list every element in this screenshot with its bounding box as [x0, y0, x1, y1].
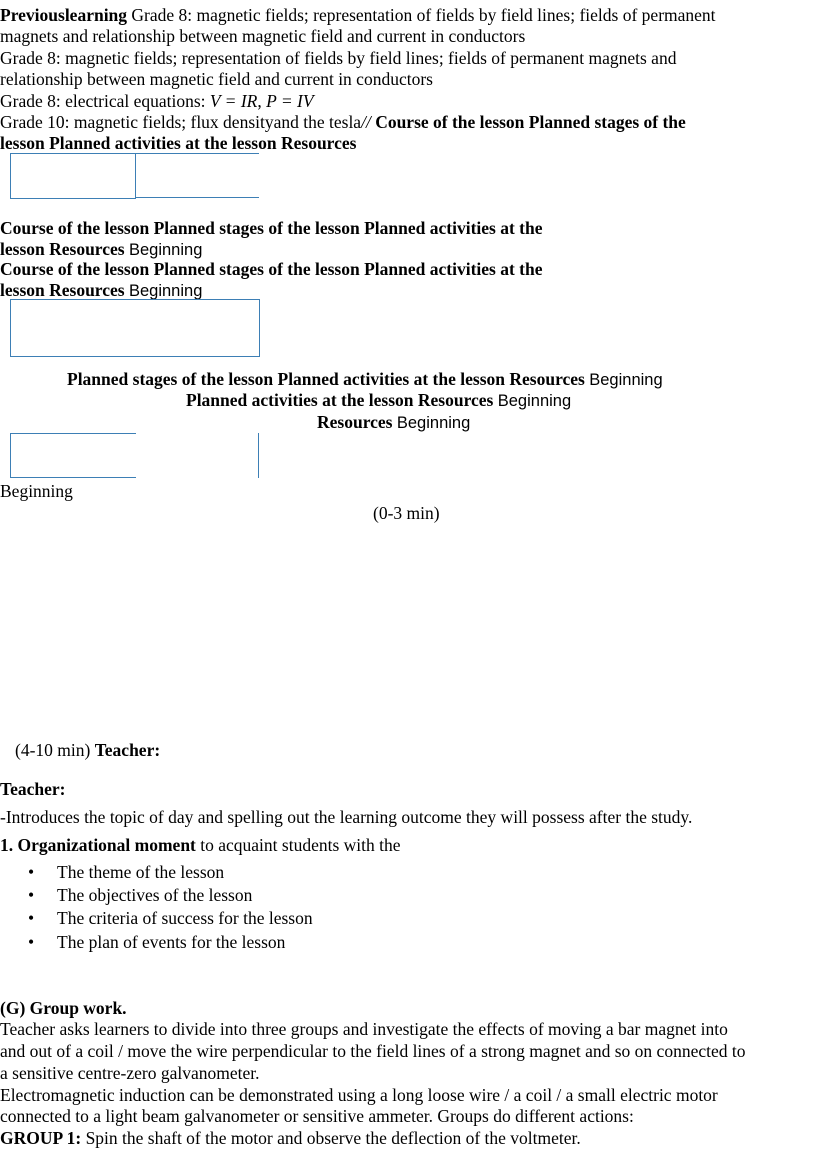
grade10-line [0, 112, 686, 135]
beginning-label: Beginning [128, 241, 203, 259]
teacher-intro: -Introduces the topic of day and spelling out the learning outcome they will possess after the study. [0, 807, 693, 827]
list-item: The theme of the lesson [57, 862, 225, 882]
grade8-line-1: Grade 8: magnetic fields; representation of fields by field lines; fields of permanent magnets and [0, 48, 677, 68]
planned-stages: Planned stages of the lesson [153, 218, 360, 238]
planned-activities: Planned activities at the lesson [277, 369, 505, 389]
group-1-text: Spin the shaft of the motor and observe the deflection of the voltmeter. [81, 1128, 581, 1148]
group-work-heading: (G) Group work. [0, 998, 127, 1018]
planned-stages: Planned stages of the lesson [67, 369, 274, 389]
resources-label: Resources [317, 412, 393, 432]
table-right-border [258, 433, 259, 478]
teacher-label: Teacher: [94, 740, 161, 760]
time-4-10: (4-10 min) [15, 740, 91, 760]
group-1-line [0, 1128, 581, 1150]
header-row-6 [317, 412, 470, 435]
bullet-icon: • [28, 862, 35, 882]
course-of-lesson: Course of the lesson [0, 259, 150, 279]
table-left-border [10, 433, 11, 478]
grade8-equations [0, 91, 314, 113]
grade8-line-2: relationship between magnetic field and current in conductors [0, 69, 433, 89]
org-moment-label: 1. Organizational moment [0, 835, 196, 855]
table-top-border [10, 433, 136, 434]
slash-marks: // [361, 112, 376, 132]
resources-label: Resources [417, 390, 494, 410]
table-top-border [135, 153, 259, 154]
group-1-label: GROUP 1: [0, 1128, 82, 1148]
equation-separator: , [257, 91, 267, 111]
header-row-2-line-1 [0, 218, 543, 241]
grade10-text: Grade 10: magnetic fields; flux densityand the tesla [0, 112, 362, 132]
equation-ohm: V = IR [209, 91, 258, 111]
beginning-label: Beginning [497, 392, 572, 410]
previous-learning-line-2: magnets and relationship between magnetic field and current in conductors [0, 26, 526, 46]
table-cell-1 [10, 153, 136, 199]
table-bottom-border [135, 197, 259, 198]
organizational-moment [0, 835, 401, 857]
beginning-heading: Beginning [0, 481, 73, 501]
list-item: The criteria of success for the lesson [57, 908, 313, 928]
resources-label: Resources [280, 133, 357, 153]
list-item: The plan of events for the lesson [57, 932, 286, 952]
group-work-line-1: Teacher asks learners to divide into three groups and investigate the effects of moving a bar magnet into [0, 1019, 728, 1039]
planned-stages: Planned stages of the [528, 112, 686, 132]
equation-power: P = IV [266, 91, 314, 111]
resources-label: Resources [49, 280, 125, 300]
lesson-word: lesson [0, 280, 45, 300]
beginning-label: Beginning [396, 414, 471, 432]
resources-label: Resources [49, 239, 125, 259]
group-work-line-3: a sensitive centre-zero galvanometer. [0, 1063, 260, 1083]
course-of-lesson: Course of the lesson [0, 218, 150, 238]
bullet-icon: • [28, 885, 35, 905]
course-of-lesson: Course of the lesson [375, 112, 525, 132]
planned-activities: Planned activities at the lesson [186, 390, 414, 410]
equations-prefix: Grade 8: electrical equations: [0, 91, 210, 111]
time-0-3: (0-3 min) [373, 503, 440, 523]
header-row-4 [67, 369, 663, 392]
em-induction-line-1: Electromagnetic induction can be demonstrated using a long loose wire / a coil / a small electric motor [0, 1085, 718, 1105]
previous-learning-label: Previouslearning [0, 5, 128, 25]
planned-activities: Planned activities at the [364, 218, 543, 238]
group-work-line-2: and out of a coil / move the wire perpendicular to the field lines of a strong magnet and so on connected to [0, 1041, 746, 1061]
teacher-heading: Teacher: [0, 779, 66, 799]
planned-activities: Planned activities at the [364, 259, 543, 279]
list-item: The objectives of the lesson [57, 885, 253, 905]
time-4-10-line [15, 740, 160, 763]
resources-label: Resources [509, 369, 585, 389]
em-induction-line-2: connected to a light beam galvanometer or sensitive ammeter. Groups do different actions: [0, 1106, 634, 1126]
previous-learning-line-1 [0, 5, 716, 28]
table-cell-2 [10, 299, 260, 357]
org-moment-text: to acquaint students with the [195, 835, 401, 855]
bullet-icon: • [28, 908, 35, 928]
beginning-label: Beginning [589, 371, 663, 389]
header-row-5 [186, 390, 571, 413]
lesson-word: lesson [0, 239, 45, 259]
beginning-label: Beginning [128, 282, 203, 300]
bullet-icon: • [28, 932, 35, 952]
header-row-3-line-1 [0, 259, 543, 282]
lesson-word: lesson [0, 133, 45, 153]
planned-stages: Planned stages of the lesson [153, 259, 360, 279]
table-bottom-border [10, 477, 136, 478]
planned-activities: Planned activities at the lesson [49, 133, 277, 153]
previous-learning-text: Grade 8: magnetic fields; representation of fields by field lines; fields of permanent [127, 5, 716, 25]
